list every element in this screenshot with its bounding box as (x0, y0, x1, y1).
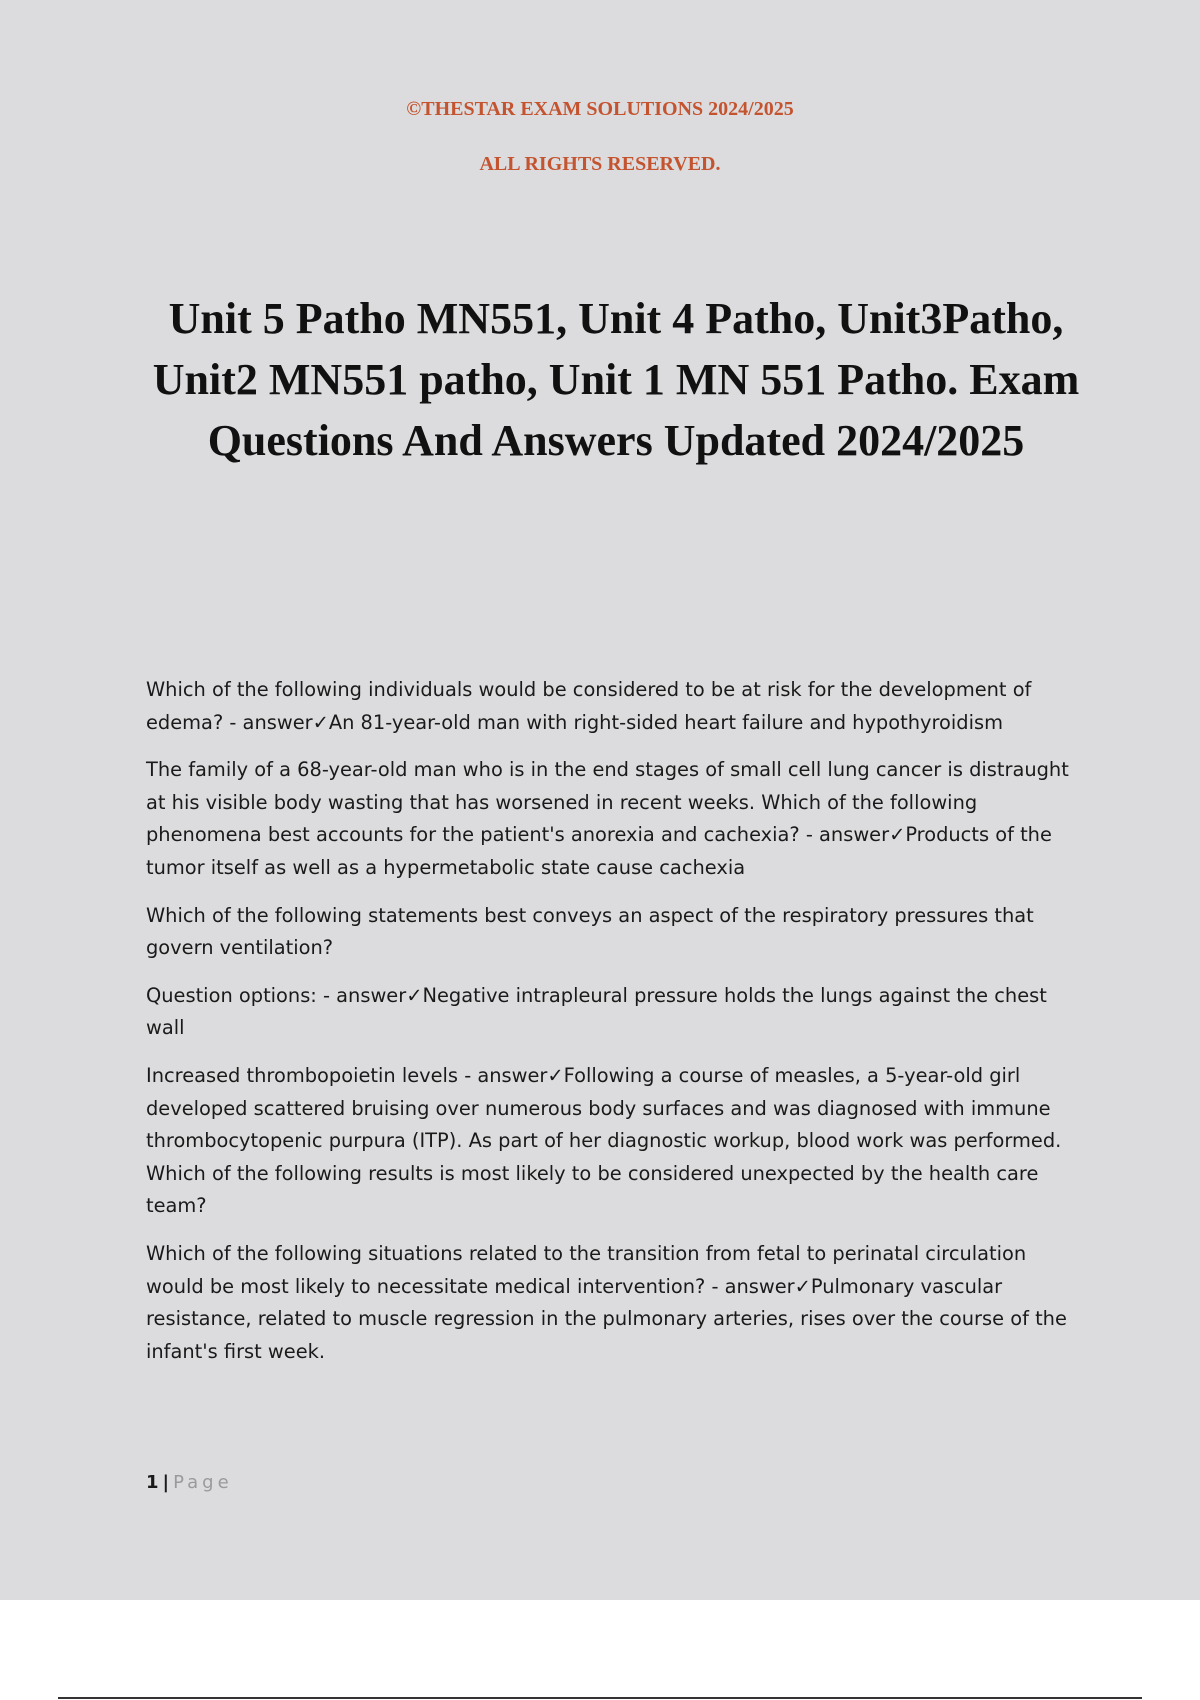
document-title: Unit 5 Patho MN551, Unit 4 Patho, Unit3Patho, Unit2 MN551 patho, Unit 1 MN 551 Patho. Exam Questions And Answers Updated 2024/2025 (152, 294, 1080, 465)
page-label: Page (173, 1472, 233, 1493)
qa-item: Question options: - answer✓Negative intrapleural pressure holds the lungs against the chest wall (146, 983, 1047, 1040)
page-separator: | (162, 1472, 170, 1493)
qa-item: Which of the following individuals would be considered to be at risk for the development of edema? - answer✓An 81-year-old man with right-sided heart failure and hypothyroidism (146, 678, 1032, 734)
qa-item: The family of a 68-year-old man who is in the end stages of small cell lung cancer is distraught at his visible body wasting that has worsened in recent weeks. Which of the following phenomena best accounts for the patient's anorexia and cachexia? - answer✓Products of the tumor itself as well as a hypermetabolic state cause cachexia (146, 758, 1069, 879)
copyright-header: ©THESTAR EXAM SOLUTIONS 2024/2025 (406, 98, 794, 120)
bottom-divider (58, 1697, 1142, 1699)
qa-item: Which of the following statements best conveys an aspect of the respiratory pressures that govern ventilation? (146, 903, 1034, 960)
page-number: 1 (146, 1472, 159, 1493)
rights-reserved-header: ALL RIGHTS RESERVED. (479, 153, 721, 175)
page-footer (146, 1472, 233, 1493)
qa-list (146, 674, 1086, 1383)
qa-item: Increased thrombopoietin levels - answer✓Following a course of measles, a 5-year-old girl developed scattered bruising over numerous body surfaces and was diagnosed with immune thrombocytopenic purpura (ITP). As part of her diagnostic workup, blood work was performed. Which of the following results is most likely to be considered unexpected by the health care team? (146, 1063, 1062, 1218)
qa-item: Which of the following situations related to the transition from fetal to perinatal circulation would be most likely to necessitate medical intervention? - answer✓Pulmonary vascular resistance, related to muscle regression in the pulmonary arteries, rises over the course of the infant's first week. (146, 1241, 1067, 1363)
